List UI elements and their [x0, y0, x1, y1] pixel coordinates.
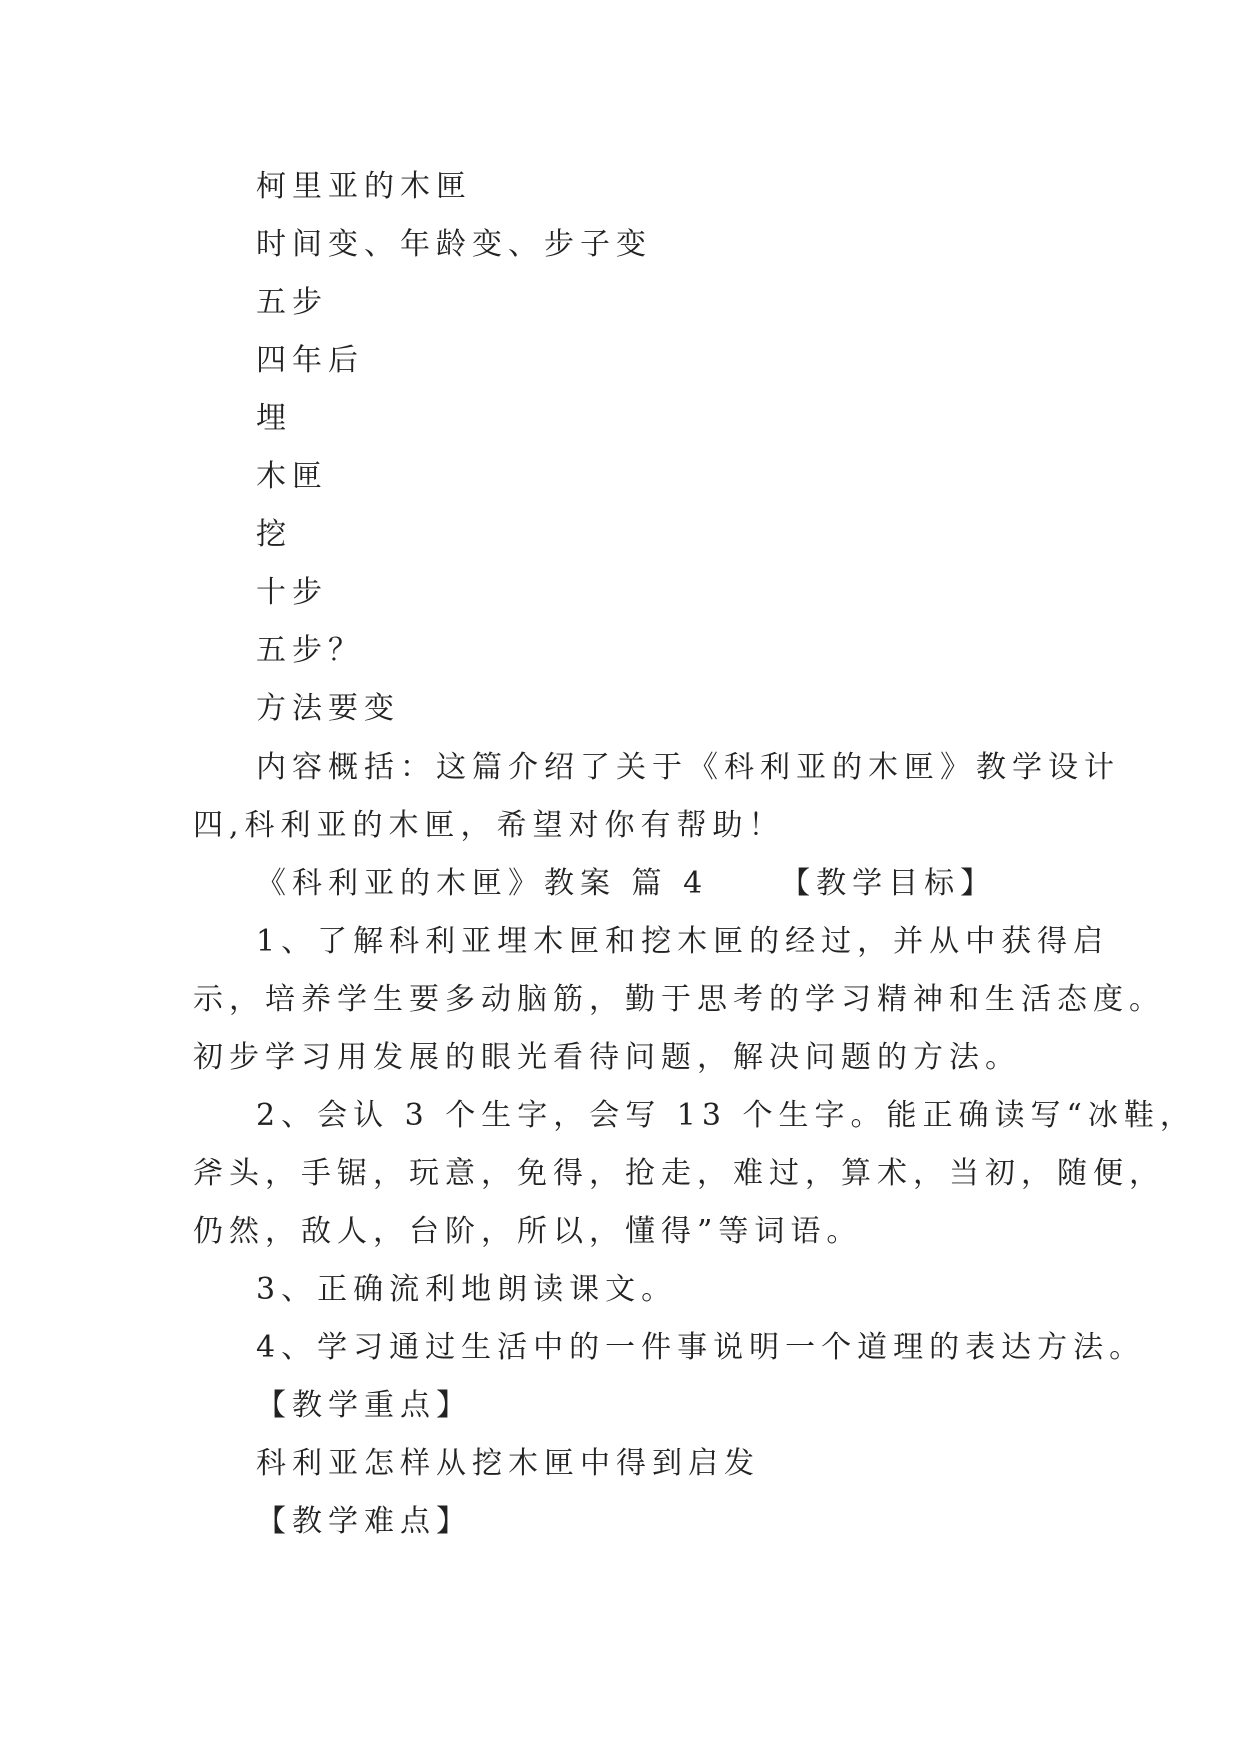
board-item-ten-steps: 十步: [256, 575, 328, 610]
board-item-five-steps-question: 五步？: [256, 633, 364, 668]
board-item-title: 柯里亚的木匣: [256, 169, 472, 204]
difficulty-heading: 【教学难点】: [256, 1504, 472, 1539]
summary-line-2: 四,科利亚的木匣，希望对你有帮助！: [193, 808, 785, 843]
summary-line-1: 内容概括：这篇介绍了关于《科利亚的木匣》教学设计: [256, 750, 1120, 785]
objective-3: 3、正确流利地朗读课文。: [256, 1272, 678, 1307]
objective-1-line-2: 示，培养学生要多动脑筋，勤于思考的学习精神和生活态度。: [193, 982, 1165, 1017]
lesson-title-line: [256, 865, 996, 903]
board-item-dig: 挖: [256, 517, 292, 552]
board-item-box: 木匣: [256, 459, 328, 494]
board-item-five-steps: 五步: [256, 285, 328, 320]
key-point-text: 科利亚怎样从挖木匣中得到启发: [256, 1446, 760, 1481]
objectives-heading: 【教学目标】: [780, 866, 997, 901]
objective-4: 4、学习通过生活中的一件事说明一个道理的表达方法。: [256, 1330, 1146, 1365]
objective-2-line-1: 2、会认 3 个生字，会写 13 个生字。能正确读写“冰鞋，: [256, 1098, 1196, 1133]
board-item-bury: 埋: [256, 401, 292, 436]
board-item-four-years: 四年后: [256, 343, 364, 378]
objective-2-line-2: 斧头，手锯，玩意，免得，抢走，难过，算术，当初，随便，: [193, 1156, 1165, 1191]
key-point-heading: 【教学重点】: [256, 1388, 472, 1423]
objective-1-line-1: 1、了解科利亚埋木匣和挖木匣的经过，并从中获得启: [256, 924, 1110, 959]
lesson-title: 《科利亚的木匣》教案 篇 4: [256, 866, 709, 901]
objective-1-line-3: 初步学习用发展的眼光看待问题，解决问题的方法。: [193, 1040, 1021, 1075]
board-item-changes: 时间变、年龄变、步子变: [256, 227, 652, 262]
board-item-method-change: 方法要变: [256, 691, 400, 726]
objective-2-line-3: 仍然，敌人，台阶，所以，懂得”等词语。: [193, 1214, 863, 1249]
